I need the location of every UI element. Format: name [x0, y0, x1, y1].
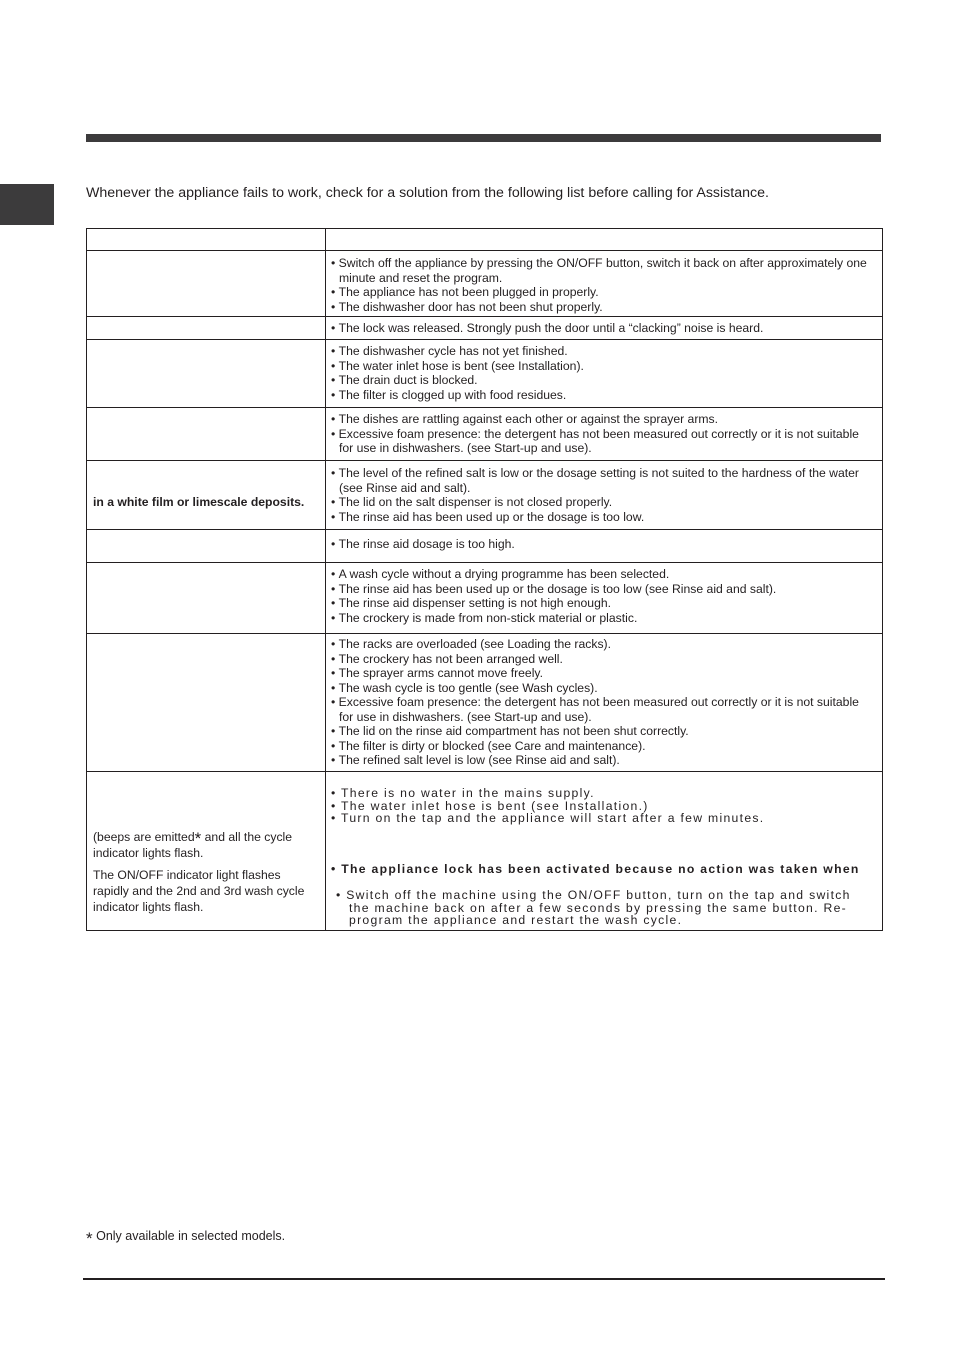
- cause-list: [326, 530, 882, 552]
- cause-item: • The lid on the rinse aid compartment has not been shut correctly.: [331, 724, 876, 739]
- causes-cell: [326, 340, 883, 408]
- causes-cell: [326, 408, 883, 461]
- problem-cell: [87, 772, 326, 931]
- problem-cell: [87, 317, 326, 340]
- problem-cell: [87, 563, 326, 634]
- cause-item: • The crockery has not been arranged well.: [331, 652, 876, 667]
- cause-line: • Turn on the tap and the appliance will start after a few minutes.: [331, 811, 765, 825]
- cause-item: • The lid on the salt dispenser is not closed properly.: [331, 495, 876, 510]
- cause-item: • Excessive foam presence: the detergent has not been measured out correctly or it is not suitable for use in dishwashers. (see Start-up and use).: [331, 695, 876, 724]
- cause-item: • The drain duct is blocked.: [331, 373, 876, 388]
- table-row: [87, 772, 883, 931]
- cause-list: [326, 340, 882, 402]
- cause-item: • The racks are overloaded (see Loading the racks).: [331, 637, 876, 652]
- cause-item: • The dishwasher door has not been shut properly.: [331, 300, 876, 315]
- footnote: [86, 1228, 286, 1248]
- cause-list: [326, 317, 882, 336]
- cause-item: • The level of the refined salt is low or the dosage setting is not suited to the hardness of the water (see Rinse aid and salt).: [331, 466, 876, 495]
- asterisk-mark: *: [194, 829, 202, 848]
- cause-item: • The dishes are rattling against each other or against the sprayer arms.: [331, 412, 876, 427]
- cause-item: • The wash cycle is too gentle (see Wash cycles).: [331, 681, 876, 696]
- cause-item: • The rinse aid dispenser setting is not high enough.: [331, 596, 876, 611]
- cause-item: • The water inlet hose is bent (see Installation).: [331, 359, 876, 374]
- table-row: [87, 530, 883, 563]
- cause-list: [326, 408, 882, 456]
- problem-cell: [87, 461, 326, 530]
- table-row: [87, 634, 883, 772]
- problem-text-para2: The ON/OFF indicator light flashes rapidly and the 2nd and 3rd wash cycle indicator lights flash.: [93, 868, 305, 914]
- problem-cell: [87, 408, 326, 461]
- cause-line: • There is no water in the mains supply.: [331, 786, 595, 800]
- problem-text-part2: and all the cycle indicator lights flash.: [93, 830, 293, 860]
- causes-cell: [326, 530, 883, 563]
- language-tab: [0, 184, 54, 225]
- switch-line: program the appliance and restart the wash cycle.: [349, 913, 683, 927]
- causes-cell: [326, 317, 883, 340]
- table-row: [87, 317, 883, 340]
- causes-cell: [326, 772, 883, 931]
- bottom-rule: [83, 1278, 885, 1280]
- cause-item: • Switch off the appliance by pressing the ON/OFF button, switch it back on after approximately one minute and reset the program.: [331, 256, 876, 285]
- cause-list: [326, 634, 882, 768]
- cause-item: • The appliance has not been plugged in properly.: [331, 285, 876, 300]
- cause-item: • The rinse aid has been used up or the dosage is too low (see Rinse aid and salt).: [331, 582, 876, 597]
- switch-instructions: [336, 889, 851, 927]
- cause-item: • The crockery is made from non-stick material or plastic.: [331, 611, 876, 626]
- cause-item: • A wash cycle without a drying programme has been selected.: [331, 567, 876, 582]
- cause-item: • The filter is clogged up with food residues.: [331, 388, 876, 403]
- causes-cell: [326, 251, 883, 317]
- problem-text: in a white film or limescale deposits.: [93, 495, 305, 509]
- problem-text: [93, 829, 319, 861]
- table-row: [87, 563, 883, 634]
- lock-notice: • The appliance lock has been activated because no action was taken when: [331, 862, 860, 876]
- cause-item: • The dishwasher cycle has not yet finished.: [331, 344, 876, 359]
- cause-item: • The refined salt level is low (see Rinse aid and salt).: [331, 753, 876, 768]
- header-problem-cell: [87, 229, 326, 251]
- causes-cell: [326, 461, 883, 530]
- cause-item: • Excessive foam presence: the detergent has not been measured out correctly or it is not suitable for use in dishwashers. (see Start-up and use).: [331, 427, 876, 456]
- cause-list: [326, 563, 882, 625]
- problem-cell: [87, 340, 326, 408]
- intro-text: Whenever the appliance fails to work, check for a solution from the following list before calling for Assistance.: [86, 185, 769, 201]
- switch-line: the machine back on after a few seconds by pressing the same button. Re-: [349, 900, 848, 915]
- causes-cell: [326, 634, 883, 772]
- table-header-row: [87, 229, 883, 251]
- troubleshooting-table: [86, 228, 883, 931]
- problem-cell: [87, 530, 326, 563]
- cause-list: [326, 251, 882, 314]
- header-causes-cell: [326, 229, 883, 251]
- switch-line: • Switch off the machine using the ON/OFF button, turn on the tap and switch: [336, 888, 851, 902]
- problem-cell: [87, 251, 326, 317]
- footnote-text: Only available in selected models.: [96, 1229, 286, 1243]
- table-row: [87, 461, 883, 530]
- cause-item: • The filter is dirty or blocked (see Care and maintenance).: [331, 739, 876, 754]
- cause-item: • The sprayer arms cannot move freely.: [331, 666, 876, 681]
- cause-item: • The rinse aid dosage is too high.: [331, 537, 876, 552]
- table-row: [87, 408, 883, 461]
- table-row: [87, 340, 883, 408]
- cause-item: • The lock was released. Strongly push the door until a “clacking” noise is heard.: [331, 321, 876, 336]
- cause-line: • The water inlet hose is bent (see Installation.): [331, 798, 649, 813]
- problem-cell: [87, 634, 326, 772]
- top-rule: [86, 134, 881, 142]
- causes-cell: [326, 563, 883, 634]
- table-row: [87, 251, 883, 317]
- no-water-causes: [331, 787, 764, 825]
- cause-list: [326, 461, 882, 524]
- cause-item: • The rinse aid has been used up or the dosage is too low.: [331, 510, 876, 525]
- footnote-asterisk: *: [86, 1229, 93, 1248]
- problem-text-part1: (beeps are emitted: [93, 830, 195, 844]
